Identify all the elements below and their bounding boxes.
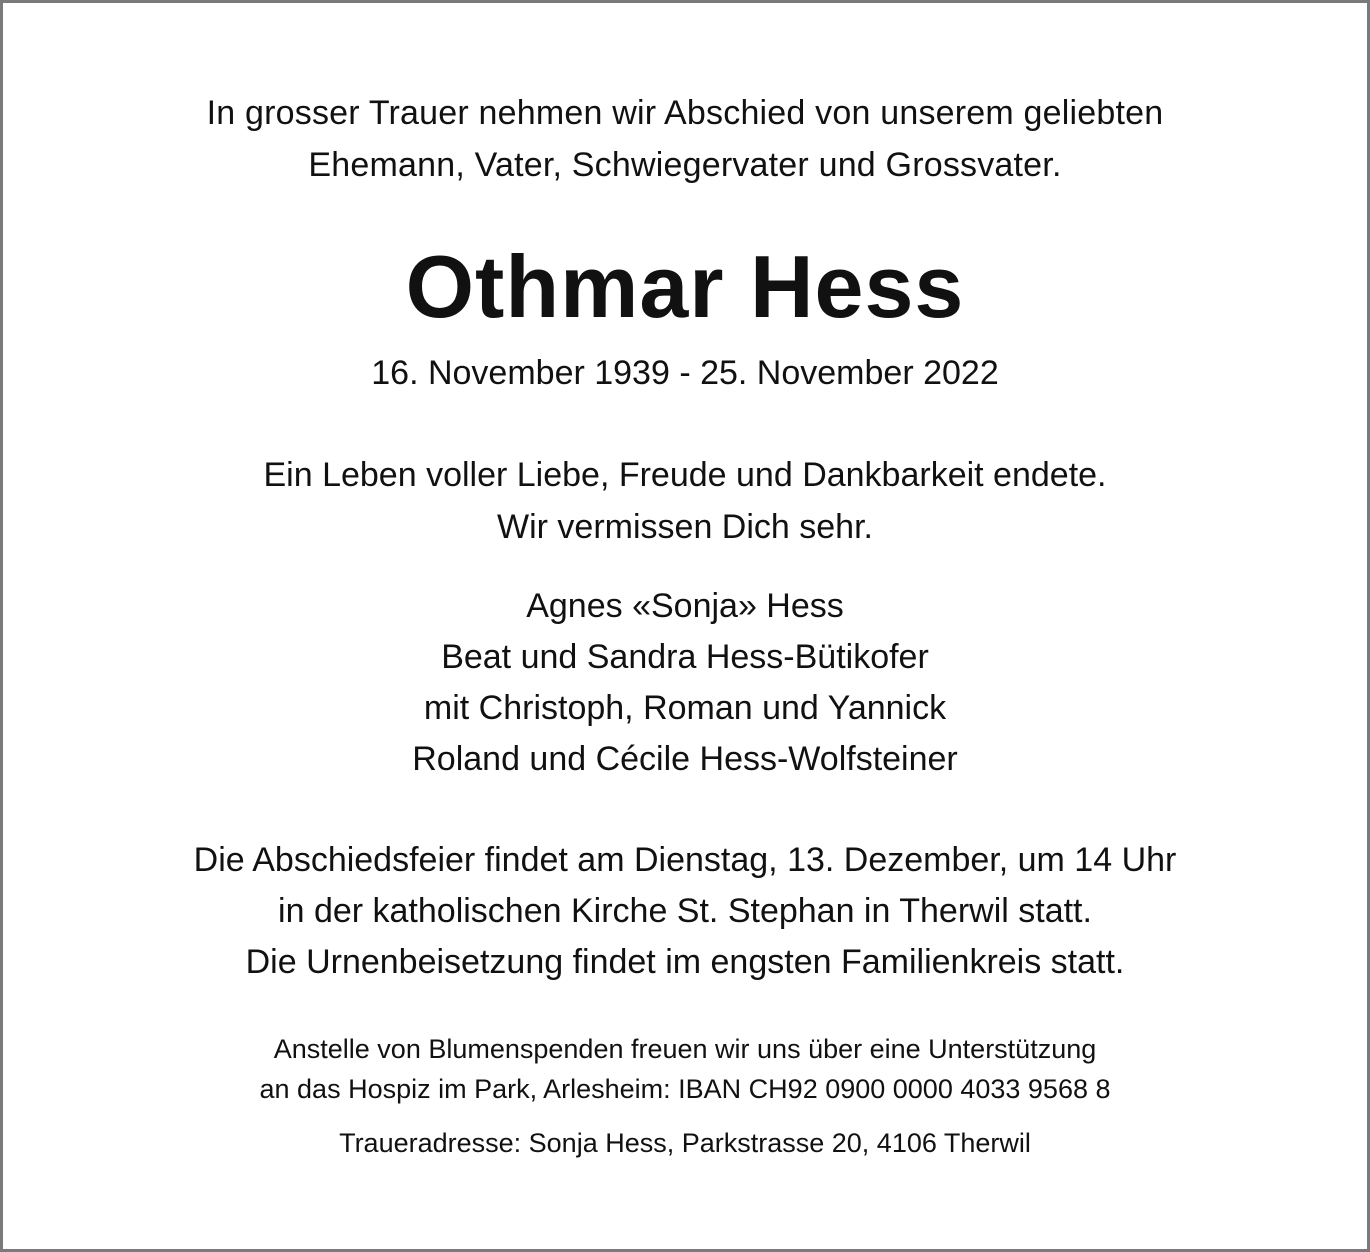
family-member: Agnes «Sonja» Hess: [526, 587, 844, 625]
ceremony-line-3: Die Urnenbeisetzung findet im engsten Familienkreis statt.: [245, 943, 1125, 981]
intro-line-1: In grosser Trauer nehmen wir Abschied von unserem geliebten: [206, 94, 1164, 132]
donation-note: [3, 1029, 1367, 1109]
donation-line-2: an das Hospiz im Park, Arlesheim: IBAN CH92 0900 0000 4033 9568 8: [259, 1074, 1111, 1104]
address-line: Traueradresse: Sonja Hess, Parkstrasse 20, 4106 Therwil: [339, 1128, 1031, 1158]
memorial-verse: [3, 449, 1367, 553]
deceased-name: Othmar Hess: [405, 237, 965, 336]
family-member: Beat und Sandra Hess-Bütikofer: [441, 638, 929, 676]
intro-text: [3, 87, 1367, 191]
family-member: mit Christoph, Roman und Yannick: [423, 689, 947, 727]
verse-line-1: Ein Leben voller Liebe, Freude und Dankbarkeit endete.: [263, 456, 1107, 494]
ceremony-line-1: Die Abschiedsfeier findet am Dienstag, 13. Dezember, um 14 Uhr: [193, 841, 1177, 879]
intro-line-2: Ehemann, Vater, Schwiegervater und Grossvater.: [308, 146, 1062, 184]
mourning-address: [3, 1123, 1367, 1163]
donation-line-1: Anstelle von Blumenspenden freuen wir uns über eine Unterstützung: [273, 1034, 1097, 1064]
ceremony-line-2: in der katholischen Kirche St. Stephan in Therwil statt.: [278, 892, 1092, 930]
family-member: Roland und Cécile Hess-Wolfsteiner: [412, 740, 958, 778]
family-members: [3, 581, 1367, 785]
life-dates: 16. November 1939 - 25. November 2022: [371, 354, 999, 392]
verse-line-2: Wir vermissen Dich sehr.: [497, 508, 873, 546]
ceremony-details: [3, 835, 1367, 988]
